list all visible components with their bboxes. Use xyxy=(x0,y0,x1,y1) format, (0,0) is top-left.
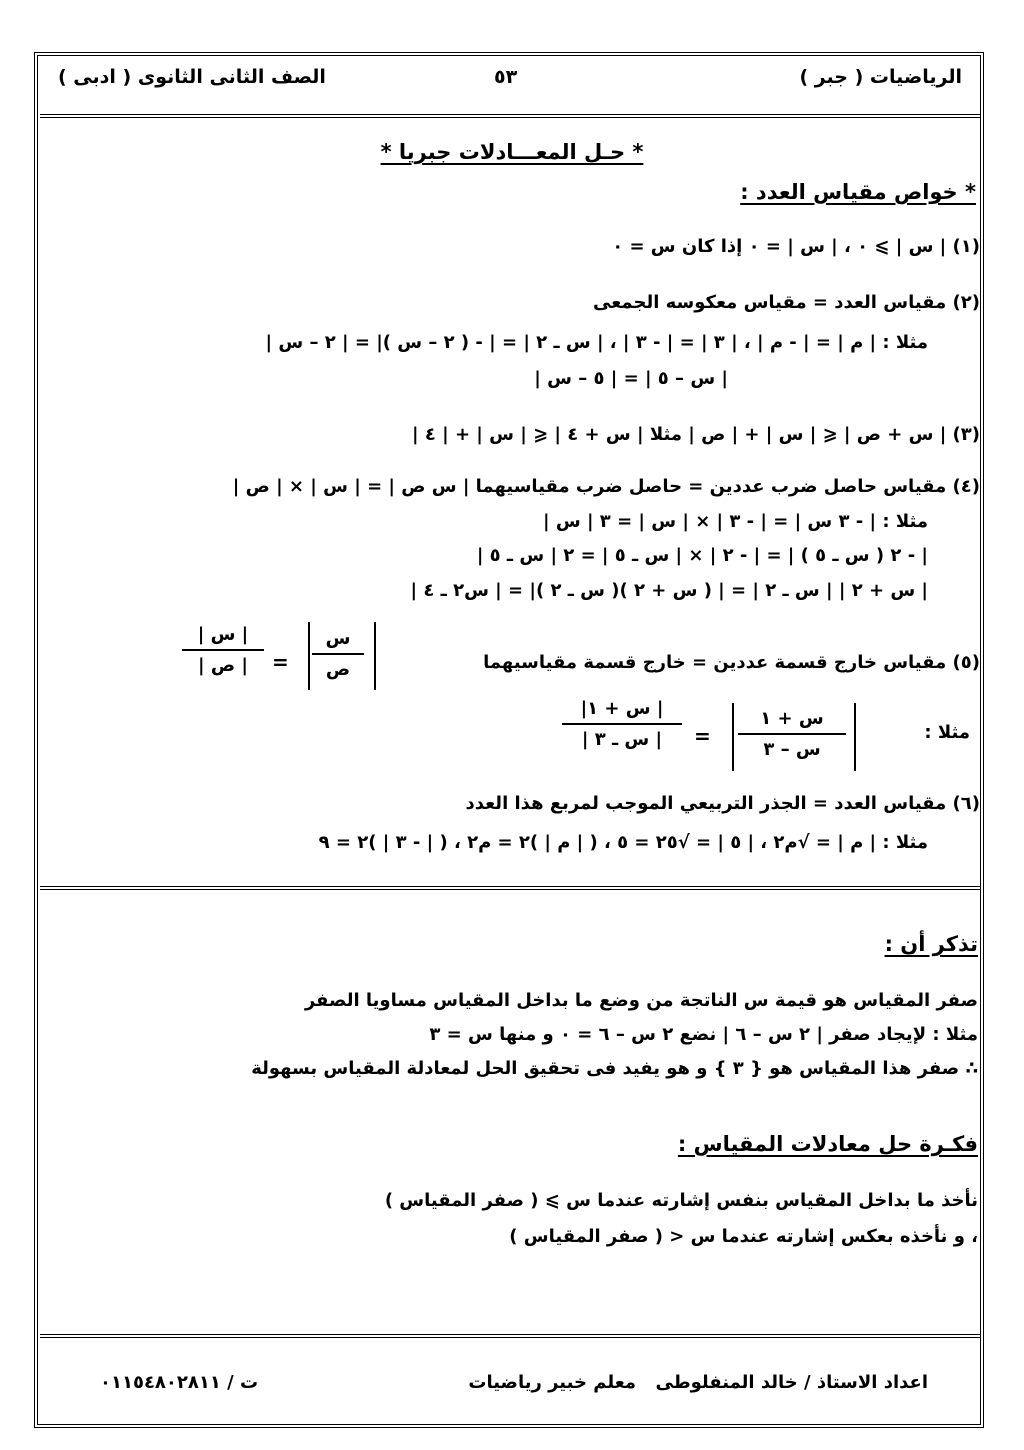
equals-sign: = xyxy=(694,724,711,748)
property-4-example-3: | س + ٢ | | س ـ ٢ | = | ( س + ٢ )( س ـ ٢ )| = | س٢ ـ ٤ | xyxy=(410,580,928,601)
properties-heading: * خواص مقياس العدد : xyxy=(740,180,976,204)
idea-line-2: ، و نأخذه بعكس إشارته عندما س < ( صفر المقياس ) xyxy=(509,1226,978,1247)
remember-heading: تذكر أن : xyxy=(884,932,978,956)
remember-line-2: مثلا : لإيجاد صفر | ٢ س – ٦ | نضع ٢ س – ٦ = ٠ و منها س = ٣ xyxy=(429,1024,978,1045)
footer-author: اعداد الاستاذ / خالد المنفلوطى xyxy=(655,1372,928,1393)
idea-heading: فكـرة حل معادلات المقياس : xyxy=(677,1132,978,1156)
footer-role: معلم خبير رياضيات xyxy=(468,1372,636,1393)
header-grade: الصف الثانى الثانوى ( ادبى ) xyxy=(58,66,326,88)
property-1: (١) | س | ⩾ ٠ ، | س | = ٠ إذا كان س = ٠ xyxy=(612,236,980,257)
property-3: (٣) | س + ص | ⩽ | س | + | ص | مثلا | س + ٤ | ⩽ | س | + | ٤ | xyxy=(412,424,980,445)
fraction-numerator: | س | xyxy=(182,624,264,651)
fraction-denominator: ص xyxy=(325,659,351,680)
header-subject: الرياضيات ( جبر ) xyxy=(799,66,962,88)
property-4-example-2: | - ٢ ( س ـ ٥ ) | = | - ٢ | × | س ـ ٥ | = ٢ | س ـ ٥ | xyxy=(476,545,928,566)
fraction-numerator: | س + ١| xyxy=(562,698,682,725)
property-4-statement: (٤) مقياس حاصل ضرب عددين = حاصل ضرب مقياسيهما | س ص | = | س | × | ص | xyxy=(232,476,980,497)
footer-phone: ت / ٠١١٥٤٨٠٢٨١١ xyxy=(100,1372,259,1393)
fraction-denominator: س – ٣ xyxy=(763,739,821,760)
property-2-statement: (٢) مقياس العدد = مقياس معكوسه الجمعى xyxy=(593,292,980,313)
header-page-number: ٥٣ xyxy=(494,66,518,88)
abs-bar-left xyxy=(732,703,734,771)
property-2-example-1: مثلا : | ﻡ | = | - ﻡ | ، | ٣ | = | - ٣ | ، | س ـ ٢ | = | - ( ٢ – س )| = | ٢ – س | xyxy=(265,332,928,353)
example-fraction xyxy=(738,708,846,760)
header-divider xyxy=(40,114,980,118)
property-4-example-1: مثلا : | - ٣ س | = | - ٣ | × | س | = ٣ | س | xyxy=(543,511,928,532)
page-title: * حـل المعـــادلات جبريا * xyxy=(380,140,644,164)
footer-divider xyxy=(40,1334,980,1338)
fraction-numerator: س xyxy=(312,628,364,655)
abs-bar-right xyxy=(854,703,856,771)
remember-line-3: ∴ صفر هذا المقياس هو { ٣ } و هو يفيد فى تحقيق الحل لمعادلة المقياس بسهولة xyxy=(251,1058,978,1079)
fraction-numerator: س + ١ xyxy=(738,708,846,735)
property-6-example: مثلا : | ﻡ | = √ﻡ٢ ، | ٥ | = √٢٥ = ٥ ، ( | ﻡ | )٢ = ﻡ٢ ، ( | - ٣ | )٢ = ٩ xyxy=(318,832,928,853)
abs-bar-right xyxy=(374,622,376,690)
equals-sign: = xyxy=(272,650,289,674)
remember-line-1: صفر المقياس هو قيمة س الناتجة من وضع ما بداخل المقياس مساويا الصفر xyxy=(304,990,978,1011)
section-divider xyxy=(40,886,980,890)
fraction-denominator: | س ـ ٣ | xyxy=(581,729,663,750)
idea-line-1: نأخذ ما بداخل المقياس بنفس إشارته عندما س ⩾ ( صفر المقياس ) xyxy=(384,1190,978,1211)
property-2-example-2: | س – ٥ | = | ٥ – س | xyxy=(534,368,728,389)
fraction-s-over-p xyxy=(312,628,364,680)
fraction-abs-s-over-abs-p xyxy=(182,624,264,676)
fraction-denominator: | ص | xyxy=(198,655,248,676)
property-5-statement: (٥) مقياس خارج قسمة عددين = خارج قسمة مقياسيهما xyxy=(483,652,980,673)
example-abs-fraction xyxy=(562,698,682,750)
abs-bar-left xyxy=(308,622,310,690)
property-5-example-label: مثلا : xyxy=(924,722,970,743)
property-6-statement: (٦) مقياس العدد = الجذر التربيعي الموجب لمربع هذا العدد xyxy=(465,793,980,814)
